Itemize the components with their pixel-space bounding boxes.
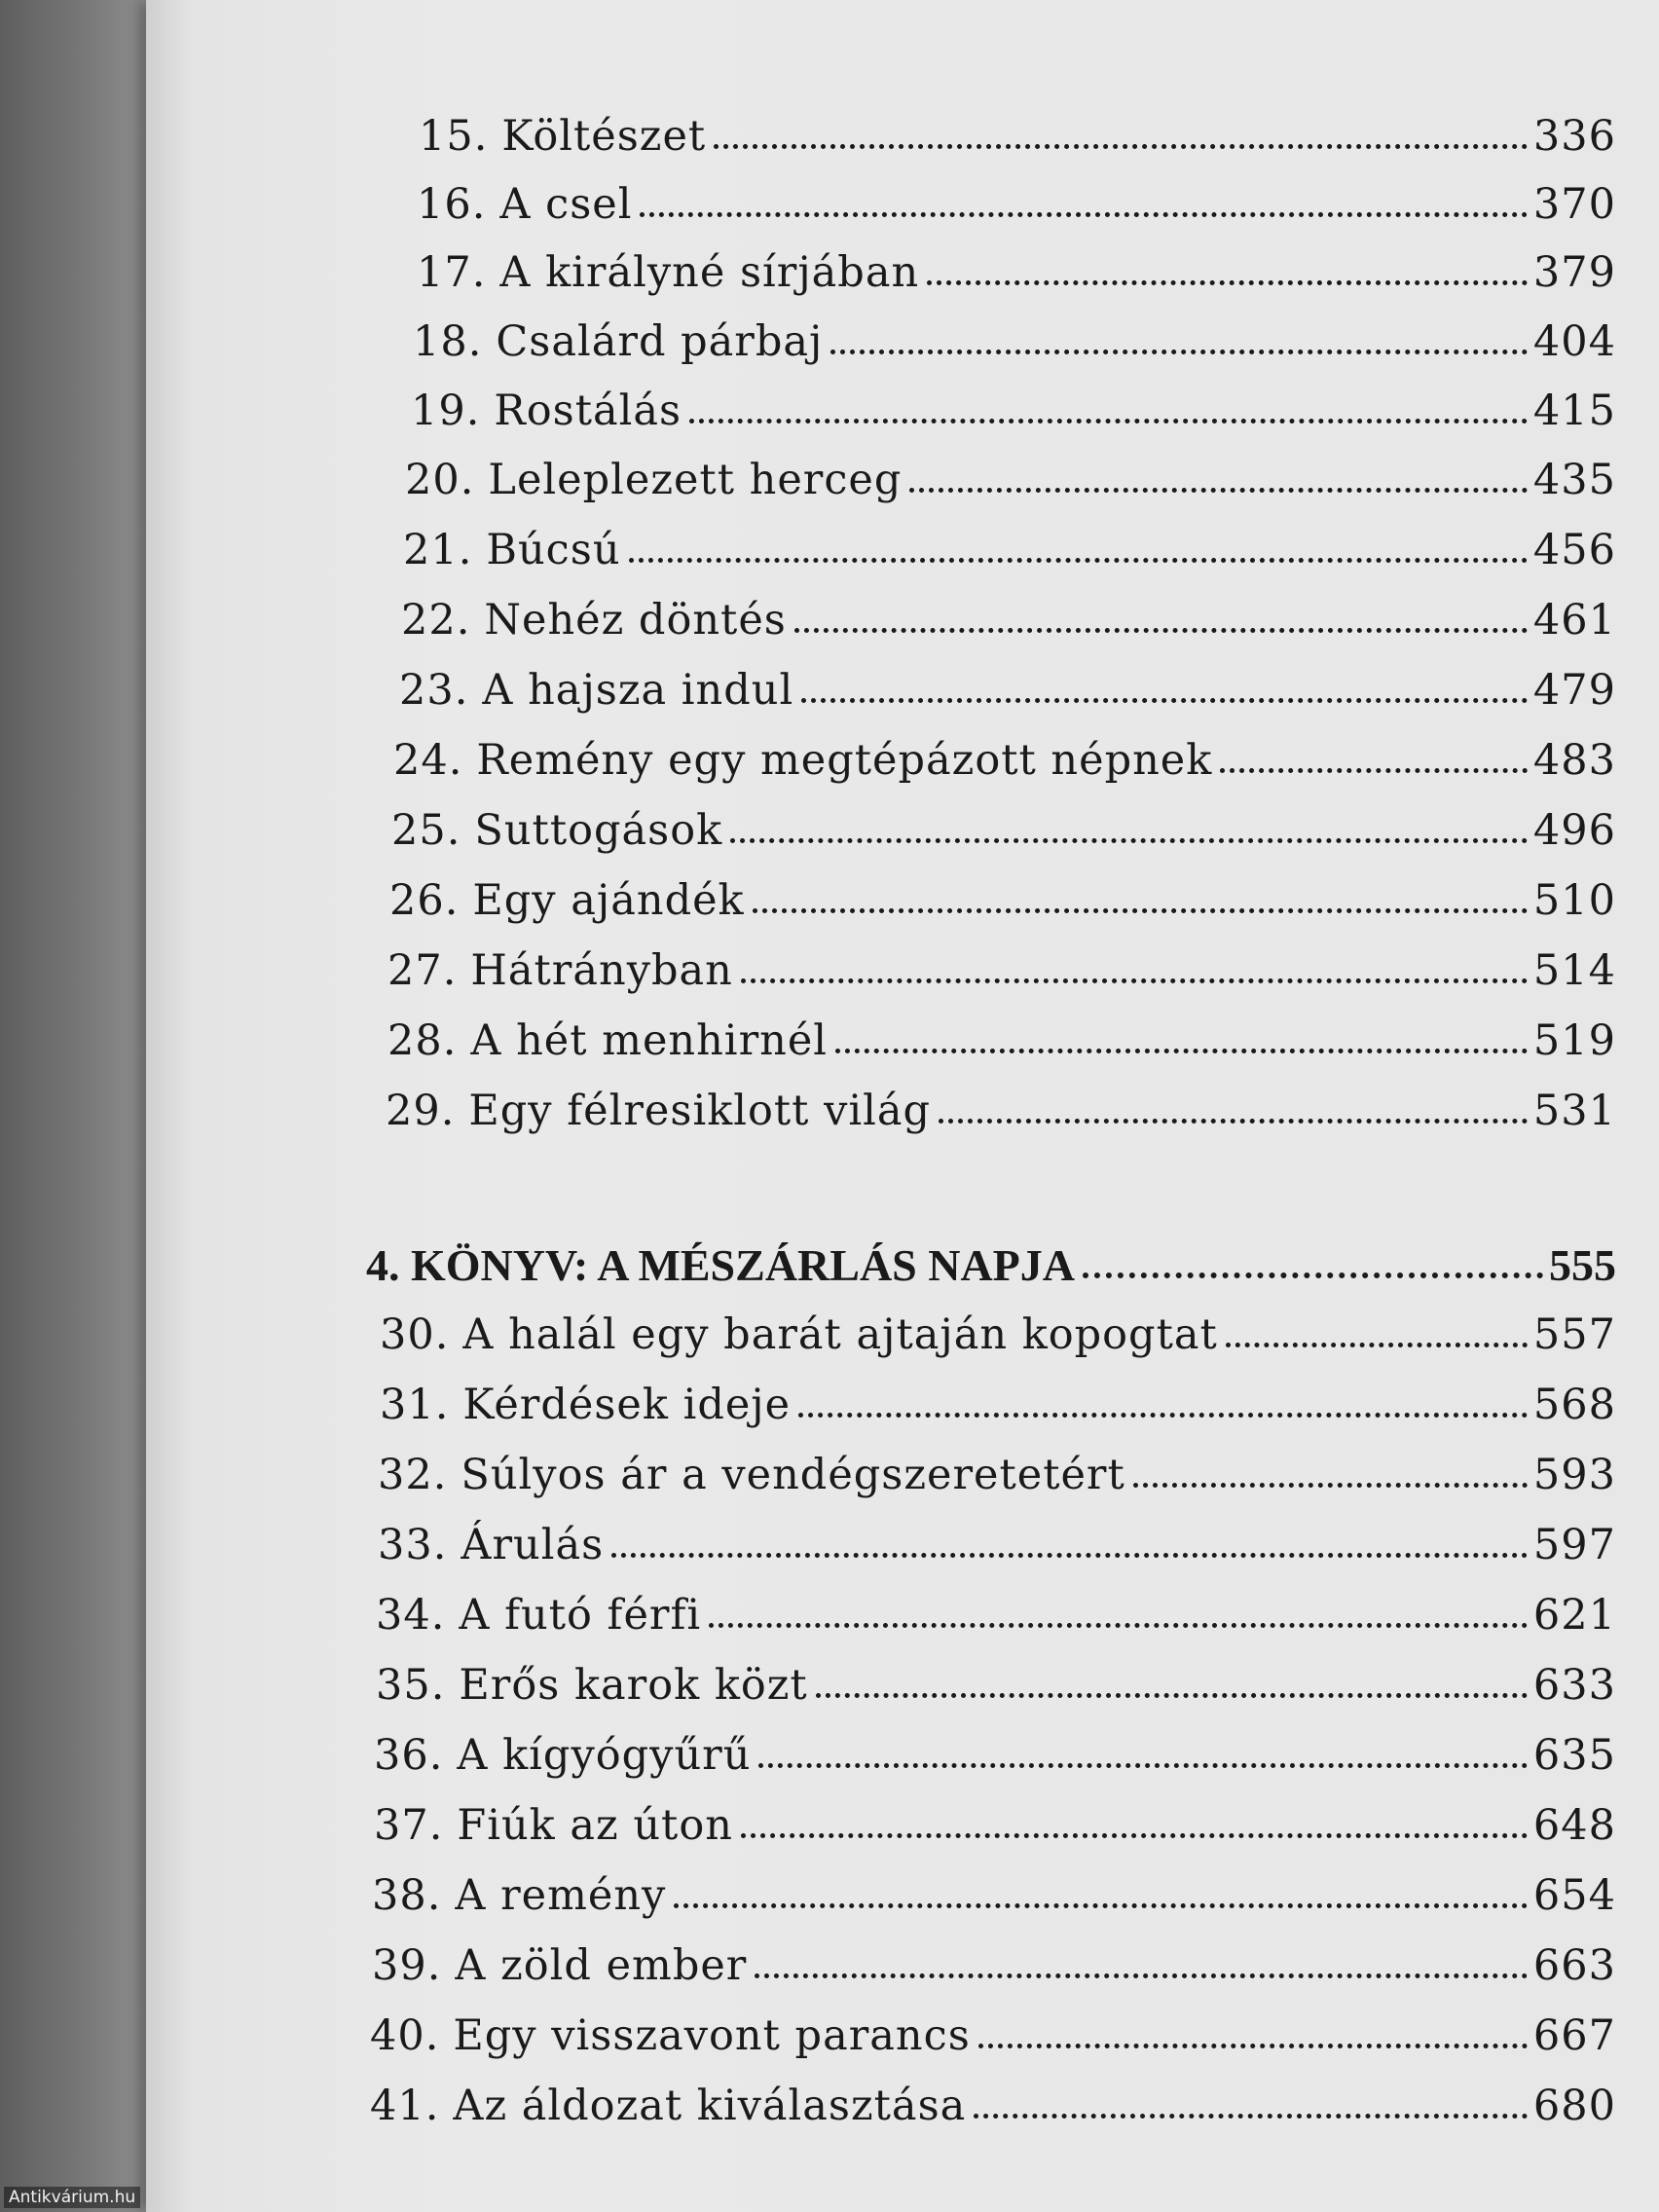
page-number: 568 — [1532, 1381, 1616, 1429]
toc-entry — [387, 1007, 1616, 1065]
chapter-number: 37. — [374, 1801, 444, 1850]
toc-entry — [378, 1511, 1616, 1569]
leader-dots — [755, 1973, 1528, 1978]
book-title: 4. KÖNYV: A MÉSZÁRLÁS NAPJA — [366, 1240, 1076, 1290]
chapter-number: 33. — [378, 1521, 448, 1569]
toc-entry — [374, 1791, 1616, 1850]
toc-entry — [370, 2072, 1616, 2130]
chapter-title: Erős karok közt — [459, 1661, 808, 1710]
chapter-number: 28. — [387, 1016, 458, 1065]
leader-dots — [629, 558, 1528, 563]
chapter-number: 41. — [370, 2082, 440, 2130]
chapter-number: 17. — [417, 248, 487, 297]
chapter-title: Remény egy megtépázott népnek — [476, 736, 1213, 785]
leader-dots — [753, 908, 1528, 913]
page-number: 635 — [1532, 1731, 1616, 1780]
toc-entry — [393, 726, 1616, 785]
chapter-number: 21. — [403, 526, 473, 574]
leader-dots — [640, 212, 1527, 217]
leader-dots — [741, 978, 1528, 983]
chapter-number: 18. — [413, 317, 483, 366]
page-number: 456 — [1532, 526, 1616, 574]
chapter-title: Kérdések ideje — [462, 1381, 792, 1429]
chapter-number: 25. — [391, 806, 461, 855]
page-number: 531 — [1532, 1087, 1616, 1135]
chapter-number: 35. — [376, 1661, 446, 1710]
toc-entry — [419, 102, 1616, 161]
leader-dots — [730, 838, 1528, 843]
chapter-number: 26. — [389, 876, 460, 925]
page-number: 519 — [1532, 1016, 1616, 1065]
leader-dots — [794, 628, 1528, 633]
chapter-number: 22. — [401, 596, 471, 645]
chapter-title: Búcsú — [486, 526, 621, 574]
chapter-title: Csalárd párbaj — [496, 317, 824, 366]
leader-dots — [830, 350, 1528, 354]
chapter-number: 27. — [387, 946, 458, 995]
toc-entry — [374, 1721, 1616, 1780]
chapter-number: 36. — [374, 1731, 444, 1780]
chapter-title: A zöld ember — [455, 1941, 748, 1990]
chapter-title: A csel — [499, 180, 633, 229]
chapter-title: Egy ajándék — [472, 876, 745, 925]
leader-dots — [674, 1903, 1528, 1908]
page-number: 557 — [1532, 1310, 1616, 1359]
page-number: 479 — [1532, 666, 1616, 715]
watermark: Antikvárium.hu — [4, 2187, 140, 2208]
toc-entry — [391, 796, 1616, 855]
leader-dots — [974, 2114, 1528, 2119]
page-number: 510 — [1532, 876, 1616, 925]
chapter-title: Árulás — [461, 1521, 605, 1569]
page-number: 415 — [1532, 387, 1616, 435]
page-number: 483 — [1532, 736, 1616, 785]
chapter-number: 19. — [411, 387, 481, 435]
chapter-number: 34. — [376, 1591, 446, 1640]
page-number: 663 — [1532, 1941, 1616, 1990]
page-number: 648 — [1532, 1801, 1616, 1850]
chapter-title: Nehéz döntés — [484, 596, 787, 645]
chapter-number: 16. — [417, 180, 487, 229]
leader-dots — [741, 1833, 1528, 1838]
chapter-number: 20. — [405, 456, 475, 504]
chapter-number: 23. — [399, 666, 469, 715]
chapter-number: 39. — [372, 1941, 442, 1990]
toc-entry — [417, 239, 1616, 297]
page-number: 461 — [1532, 596, 1616, 645]
toc-entry — [401, 586, 1616, 645]
chapter-number: 32. — [378, 1451, 448, 1499]
page-number: 435 — [1532, 456, 1616, 504]
page-number: 370 — [1532, 180, 1616, 229]
toc-entry — [413, 308, 1616, 366]
chapter-number: 31. — [380, 1381, 450, 1429]
chapter-number: 24. — [393, 736, 463, 785]
toc-entry — [378, 1441, 1616, 1499]
toc-entry — [370, 2002, 1616, 2060]
leader-dots — [611, 1553, 1528, 1558]
toc-entry — [405, 446, 1616, 504]
chapter-title: Egy félresiklott világ — [468, 1087, 932, 1135]
toc-entry — [411, 377, 1616, 435]
chapter-title: Leleplezett herceg — [488, 456, 903, 504]
leader-dots — [978, 2044, 1528, 2048]
page-number: 680 — [1532, 2082, 1616, 2130]
page-number: 404 — [1532, 317, 1616, 366]
chapter-number: 40. — [370, 2011, 440, 2060]
page-number: 633 — [1532, 1661, 1616, 1710]
leader-dots — [758, 1763, 1528, 1768]
leader-dots — [714, 144, 1528, 149]
toc-entry — [387, 937, 1616, 995]
chapter-number: 29. — [386, 1087, 456, 1135]
leader-dots — [1226, 1343, 1528, 1347]
chapter-title: A királyné sírjában — [499, 248, 920, 297]
toc-entry — [372, 1932, 1616, 1990]
chapter-title: A futó férfi — [459, 1591, 702, 1640]
page-number: 593 — [1532, 1451, 1616, 1499]
page-number: 336 — [1532, 112, 1616, 161]
chapter-number: 15. — [419, 112, 489, 161]
page-number: 597 — [1532, 1521, 1616, 1569]
toc-entry — [372, 1862, 1616, 1920]
chapter-title: Fiúk az úton — [457, 1801, 733, 1850]
leader-dots — [709, 1623, 1528, 1628]
page-number: 379 — [1532, 248, 1616, 297]
page-number: 555 — [1549, 1240, 1616, 1290]
leader-dots — [939, 1119, 1528, 1124]
page-number: 514 — [1532, 946, 1616, 995]
leader-dots — [1083, 1272, 1543, 1278]
toc-entry — [403, 516, 1616, 574]
leader-dots — [801, 698, 1528, 703]
leader-dots — [909, 488, 1528, 493]
leader-dots — [1220, 768, 1528, 773]
chapter-title: Suttogások — [474, 806, 723, 855]
chapter-title: A hajsza indul — [482, 666, 794, 715]
chapter-title: A remény — [455, 1871, 667, 1920]
leader-dots — [816, 1693, 1528, 1698]
toc-entry — [380, 1371, 1616, 1429]
chapter-title: Költészet — [501, 112, 707, 161]
chapter-title: Súlyos ár a vendégszeretetért — [461, 1451, 1125, 1499]
chapter-title: Hátrányban — [470, 946, 733, 995]
leader-dots — [1133, 1483, 1528, 1488]
book-heading — [366, 1233, 1616, 1291]
chapter-title: Rostálás — [494, 387, 682, 435]
toc-entry — [376, 1581, 1616, 1640]
chapter-title: Az áldozat kiválasztása — [453, 2082, 967, 2130]
chapter-title: Egy visszavont parancs — [453, 2011, 971, 2060]
chapter-title: A hét menhirnél — [470, 1016, 829, 1065]
page-number: 621 — [1532, 1591, 1616, 1640]
chapter-title: A halál egy barát ajtaján kopogtat — [462, 1310, 1218, 1359]
leader-dots — [798, 1413, 1528, 1418]
page-number: 496 — [1532, 806, 1616, 855]
toc-entry — [389, 866, 1616, 925]
chapter-title: A kígyógyűrű — [457, 1731, 752, 1780]
toc-entry — [386, 1077, 1616, 1135]
leader-dots — [689, 419, 1528, 424]
page-number: 667 — [1532, 2011, 1616, 2060]
toc-entry — [380, 1301, 1616, 1359]
toc-entry — [417, 170, 1616, 229]
chapter-number: 38. — [372, 1871, 442, 1920]
page-number: 654 — [1532, 1871, 1616, 1920]
toc-entry — [399, 656, 1616, 715]
chapter-number: 30. — [380, 1310, 450, 1359]
leader-dots — [835, 1049, 1528, 1053]
toc-entry — [376, 1651, 1616, 1710]
leader-dots — [927, 280, 1528, 285]
